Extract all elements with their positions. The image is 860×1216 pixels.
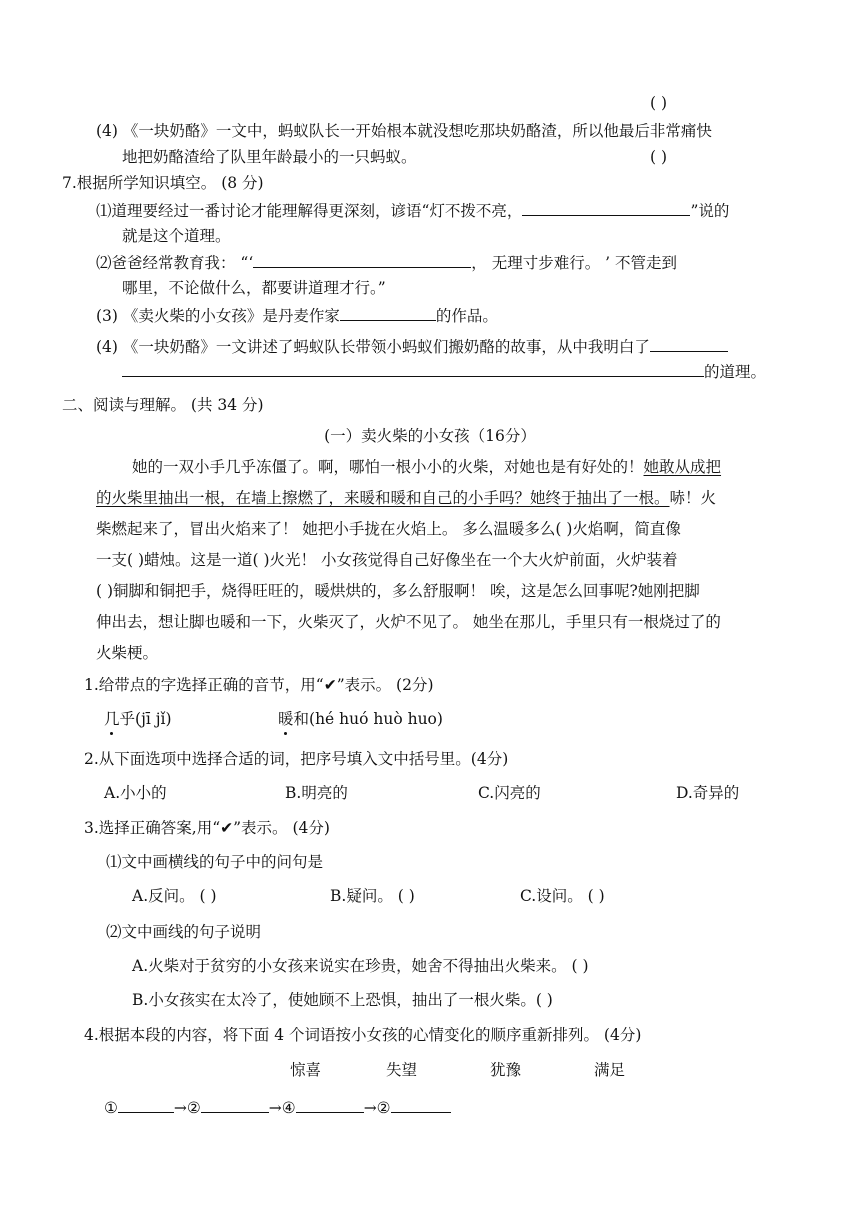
- q4-word-2: 失望: [386, 1061, 418, 1079]
- passage-line1-a: 她的一双小手几乎冻僵了。啊，哪怕一根小小的火柴，对她也是有好处的！: [132, 458, 644, 476]
- q3-sub2-option-a[interactable]: A.火柴对于贫穷的小女孩来说实在珍贵，她舍不得抽出火柴来。 ( ): [132, 957, 589, 975]
- q6-3-answer-paren[interactable]: ( ): [650, 94, 668, 112]
- q7-item4: [96, 335, 728, 358]
- reading-q1-word1[interactable]: [104, 708, 172, 730]
- passage-title: (一）卖火柴的小女孩（16分）: [324, 427, 536, 445]
- q7-item4-text-b: 的道理。: [704, 363, 767, 381]
- q3-sub1-option-c[interactable]: C.设问。 ( ): [520, 887, 605, 905]
- q7-item3-text-b: 的作品。: [435, 307, 498, 325]
- seq-mark-3: →④: [268, 1099, 296, 1117]
- q7-item1-blank[interactable]: [522, 199, 690, 216]
- seq-blank-1[interactable]: [118, 1096, 174, 1113]
- q2-option-c: C.闪亮的: [478, 784, 541, 802]
- passage-line2: [96, 487, 716, 509]
- q3-sub1-option-b[interactable]: B.疑问。 ( ): [330, 887, 415, 905]
- q3-sub1-option-a[interactable]: A.反问。 ( ): [132, 887, 217, 905]
- q7-item2: [96, 251, 677, 274]
- reading-q2: 2.从下面选项中选择合适的词，把序号填入文中括号里。(4分): [84, 750, 509, 768]
- seq-mark-1: ①: [104, 1099, 118, 1117]
- q7-item4-blank-b[interactable]: [122, 360, 704, 377]
- passage-line1: [132, 456, 721, 478]
- q2-option-d: D.奇异的: [676, 784, 740, 802]
- q7-item4-text-a: (4) 《一块奶酪》一文讲述了蚂蚁队长带领小蚂蚁们搬奶酪的故事，从中我明白了: [96, 338, 650, 356]
- q7-item1-text-b: ”说的: [690, 202, 730, 220]
- q6-4-answer-paren[interactable]: ( ): [650, 148, 668, 166]
- passage-line7: 火柴梗。: [96, 644, 159, 662]
- word1-pinyin: 乎(jī jǐ): [119, 710, 172, 728]
- q4-word-1: 惊喜: [290, 1061, 322, 1079]
- q7-heading: 7.根据所学知识填空。 (8 分): [62, 174, 264, 192]
- q7-item2-text-b: ， 无理寸步难行。 ’ 不管走到: [471, 254, 677, 272]
- q7-item3-text-a: (3) 《卖火柴的小女孩》是丹麦作家: [96, 307, 340, 325]
- passage-underlined-a: 她敢从成把: [643, 458, 722, 476]
- reading-q1-word2[interactable]: [278, 708, 443, 730]
- passage-line3: 柴燃起来了，冒出火焰来了！ 她把小手拢在火焰上。 多么温暖多么( )火焰啊，简直像: [96, 520, 681, 538]
- q4-word-4: 满足: [594, 1061, 626, 1079]
- passage-line2-b: 哧！火: [669, 489, 717, 507]
- word2-pinyin: 和(hé huó huò huo): [293, 710, 443, 728]
- q7-item4-blank-a[interactable]: [650, 335, 728, 352]
- q6-4-line1: (4) 《一块奶酪》一文中，蚂蚁队长一开始根本就没想吃那块奶酪渣，所以他最后非常痛快: [96, 122, 712, 140]
- q7-item2-blank[interactable]: [253, 251, 471, 268]
- reading-q3: 3.选择正确答案,用“✔”表示。 (4分): [84, 819, 330, 837]
- q3-sub2-option-b[interactable]: B.小女孩实在太冷了，使她顾不上恐惧，抽出了一根火柴。( ): [132, 991, 553, 1009]
- q4-sequence: [104, 1096, 451, 1119]
- q7-item2-text-a: ⑵爸爸经常教育我： “‘: [96, 254, 254, 272]
- passage-line6: 伸出去，想让脚也暖和一下，火柴灭了，火炉不见了。 她坐在那儿，手里只有一根烧过了的: [96, 613, 721, 631]
- q2-option-b: B.明亮的: [285, 784, 348, 802]
- seq-blank-3[interactable]: [296, 1096, 364, 1113]
- q6-4-line2: 地把奶酪渣给了队里年龄最小的一只蚂蚁。: [122, 148, 417, 166]
- q7-item4-cont: [122, 360, 766, 383]
- seq-mark-4: →②: [363, 1099, 391, 1117]
- dotted-char-2: 暖: [278, 710, 294, 728]
- reading-q1: 1.给带点的字选择正确的音节，用“✔”表示。 (2分): [84, 676, 434, 694]
- passage-underlined-b: 的火柴里抽出一根，在墙上擦燃了，来暖和暖和自己的小手吗？她终于抽出了一根。: [96, 489, 670, 507]
- q7-item3-blank[interactable]: [340, 304, 436, 321]
- reading-q4: 4.根据本段的内容，将下面 4 个词语按小女孩的心情变化的顺序重新排列。 (4分): [84, 1026, 642, 1044]
- q7-item1: [96, 199, 729, 222]
- q3-sub1: ⑴文中画横线的句子中的问句是: [106, 853, 324, 871]
- seq-blank-4[interactable]: [391, 1096, 451, 1113]
- passage-line4: 一支( )蜡烛。这是一道( )火光！ 小女孩觉得自己好像坐在一个大火炉前面，火炉装着: [96, 551, 678, 569]
- q4-word-3: 犹豫: [490, 1061, 522, 1079]
- q2-option-a: A.小小的: [104, 784, 167, 802]
- q3-sub2: ⑵文中画线的句子说明: [106, 923, 262, 941]
- seq-blank-2[interactable]: [201, 1096, 269, 1113]
- q7-item2-cont: 哪里，不论做什么，都要讲道理才行。”: [122, 279, 386, 297]
- dotted-char-1: 几: [104, 710, 120, 728]
- passage-line5: ( )铜脚和铜把手，烧得旺旺的，暖烘烘的，多么舒服啊！ 唉，这是怎么回事呢?她刚把脚: [96, 582, 700, 600]
- q7-item1-cont: 就是这个道理。: [122, 227, 231, 245]
- q7-item1-text-a: ⑴道理要经过一番讨论才能理解得更深刻，谚语“灯不拨不亮，: [96, 202, 523, 220]
- q7-item3: [96, 304, 498, 327]
- seq-mark-2: →②: [173, 1099, 201, 1117]
- section2-heading: 二、阅读与理解。 (共 34 分): [62, 396, 264, 414]
